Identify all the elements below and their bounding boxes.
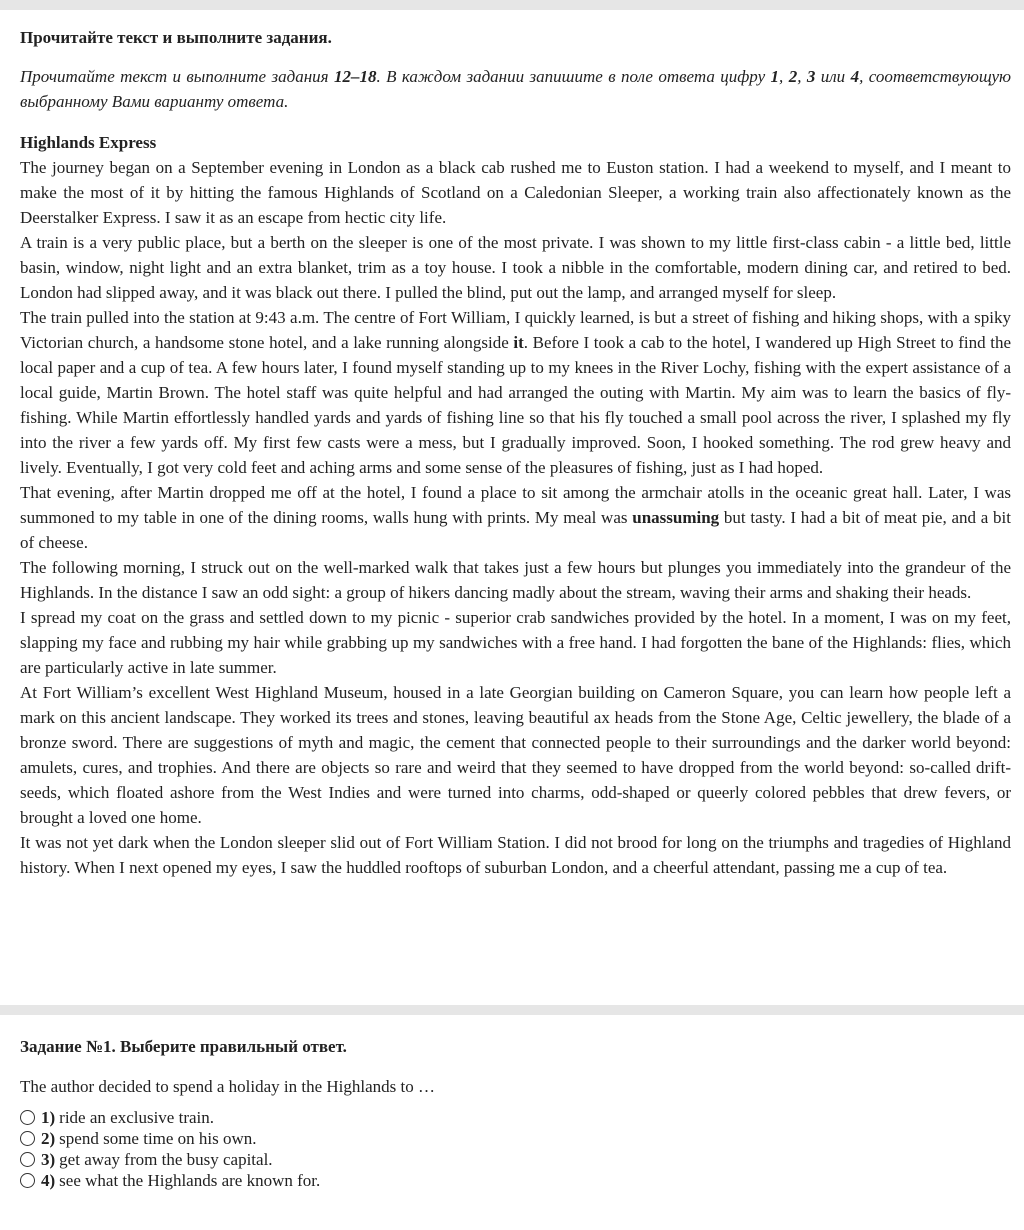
article-paragraph: The journey began on a September evening in London as a black cab rushed me to Euston station. I had a weekend to myself, and I meant to make the most of it by hitting the famous Highlands of Scotland on a Caledonian Sleeper, a working train also affectionately known as the Deerstalker Express. I saw it as an escape from hectic city life. xyxy=(20,158,1011,227)
option-number: 4) xyxy=(41,1171,56,1190)
option-number: 1) xyxy=(41,1108,56,1127)
separator: , xyxy=(797,67,807,86)
answer-option-4[interactable] xyxy=(20,1170,1004,1191)
instructions-text: . В каждом задании запишите в поле ответа цифру xyxy=(376,67,771,86)
option-number: 2) xyxy=(41,1129,56,1148)
highlighted-word: unassuming xyxy=(632,508,720,527)
paragraph-text: but tasty. I had a bit of meat pie, and a bit of cheese. xyxy=(20,508,1011,552)
answer-digit: 3 xyxy=(806,67,816,86)
instructions-text: , соответствующую выбранному Вами варианту ответа. xyxy=(20,67,1011,111)
paragraph-text: That evening, after Martin dropped me off at the hotel, I found a place to sit among the armchair atolls in the oceanic great hall. Later, I was summoned to my table in one of the dining rooms, walls hung with prints. My meal was xyxy=(20,483,1011,527)
separator: , xyxy=(779,67,789,86)
option-number: 3) xyxy=(41,1150,56,1169)
reading-section xyxy=(0,10,1024,880)
answer-digit: 2 xyxy=(788,67,798,86)
option-text: spend some time on his own. xyxy=(59,1129,257,1148)
highlighted-word: it xyxy=(513,333,524,352)
option-text: see what the Highlands are known for. xyxy=(59,1171,321,1190)
task-title: Задание №1. Выберите правильный ответ. xyxy=(20,1037,347,1056)
article-paragraph xyxy=(20,305,1011,480)
paragraph-text: The train pulled into the station at 9:43 a.m. The centre of Fort William, I quickly learned, is but a street of fishing and hiking shops, with a spiky Victorian church, a handsome stone hotel, and a lake running alongside xyxy=(20,308,1011,352)
answer-option-3[interactable] xyxy=(20,1149,1004,1170)
page-header: Прочитайте текст и выполните задания. xyxy=(20,28,332,47)
radio-button[interactable] xyxy=(20,1152,35,1167)
radio-button[interactable] xyxy=(20,1110,35,1125)
answer-option-1[interactable] xyxy=(20,1107,1004,1128)
article-paragraph: The following morning, I struck out on the well-marked walk that takes just a few hours but plunges you immediately into the grandeur of the Highlands. In the distance I saw an odd sight: a group of hikers dancing madly about the stream, waving their arms and shaking their heads. xyxy=(20,558,1011,602)
article-paragraph: At Fort William’s excellent West Highland Museum, housed in a late Georgian building on Cameron Square, you can learn how people left a mark on this ancient landscape. They worked its trees and stones, leaving beautiful ax heads from the Stone Age, Celtic jewellery, the blade of a bronze sword. There are suggestions of myth and magic, the cement that connected people to their surroundings and the darker world beyond: amulets, cures, and trophies. And there are objects so rare and weird that they seemed to have dropped from the world beyond: so-called drift-seeds, which floated ashore from the West Indies and were turned into charms, odd-shaped or queerly colored pebbles that drew fevers, or brought a loved one home. xyxy=(20,683,1011,827)
article-paragraph: It was not yet dark when the London sleeper slid out of Fort William Station. I did not brood for long on the triumphs and tragedies of Highland history. When I next opened my eyes, I saw the huddled rooftops of suburban London, and a cheerful attendant, passing me a cup of tea. xyxy=(20,833,1011,877)
radio-button[interactable] xyxy=(20,1173,35,1188)
option-text: ride an exclusive train. xyxy=(59,1108,214,1127)
article xyxy=(20,130,1011,880)
article-paragraph: I spread my coat on the grass and settled down to my picnic - superior crab sandwiches provided by the hotel. In a moment, I was on my feet, slapping my face and rubbing my hair while grabbing up my sandwiches with a free hand. I had forgotten the bane of the Highlands: flies, which are particularly active in late summer. xyxy=(20,608,1011,677)
task-section xyxy=(0,1015,1024,1191)
article-title: Highlands Express xyxy=(20,133,157,152)
answer-digit: 4 xyxy=(850,67,860,86)
article-paragraph xyxy=(20,480,1011,555)
answer-options xyxy=(20,1107,1004,1191)
section-divider xyxy=(0,1005,1024,1015)
radio-button[interactable] xyxy=(20,1131,35,1146)
instructions-text: или xyxy=(815,67,851,86)
answer-option-2[interactable] xyxy=(20,1128,1004,1149)
top-divider xyxy=(0,0,1024,10)
task-range: 12–18 xyxy=(333,67,377,86)
answer-digit: 1 xyxy=(770,67,780,86)
paragraph-text: . Before I took a cab to the hotel, I wandered up High Street to find the local paper and a cup of tea. A few hours later, I found myself standing up to my knees in the River Lochy, fishing with the expert assistance of a local guide, Martin Brown. The hotel staff was quite helpful and had arranged the outing with Martin. My aim was to learn the basics of fly-fishing. While Martin effortlessly handled yards and yards of fishing line so that his fly touched a small pool across the river, I splashed my fly into the river a few yards off. My first few casts were a mess, but I gradually improved. Soon, I hooked something. The rod grew heavy and lively. Eventually, I got very cold feet and aching arms and some sense of the pleasures of fishing, just as I had hoped. xyxy=(20,333,1011,477)
task-question: The author decided to spend a holiday in the Highlands to … xyxy=(20,1077,435,1096)
article-paragraph: A train is a very public place, but a berth on the sleeper is one of the most private. I was shown to my little first-class cabin - a little bed, little basin, window, night light and an extra blanket, trim as a toy house. I took a nibble in the comfortable, modern dining car, and retired to bed. London had slipped away, and it was black out there. I pulled the blind, put out the lamp, and arranged myself for sleep. xyxy=(20,233,1011,302)
option-text: get away from the busy capital. xyxy=(59,1150,273,1169)
instructions xyxy=(20,64,1011,114)
instructions-text: Прочитайте текст и выполните задания xyxy=(20,67,334,86)
